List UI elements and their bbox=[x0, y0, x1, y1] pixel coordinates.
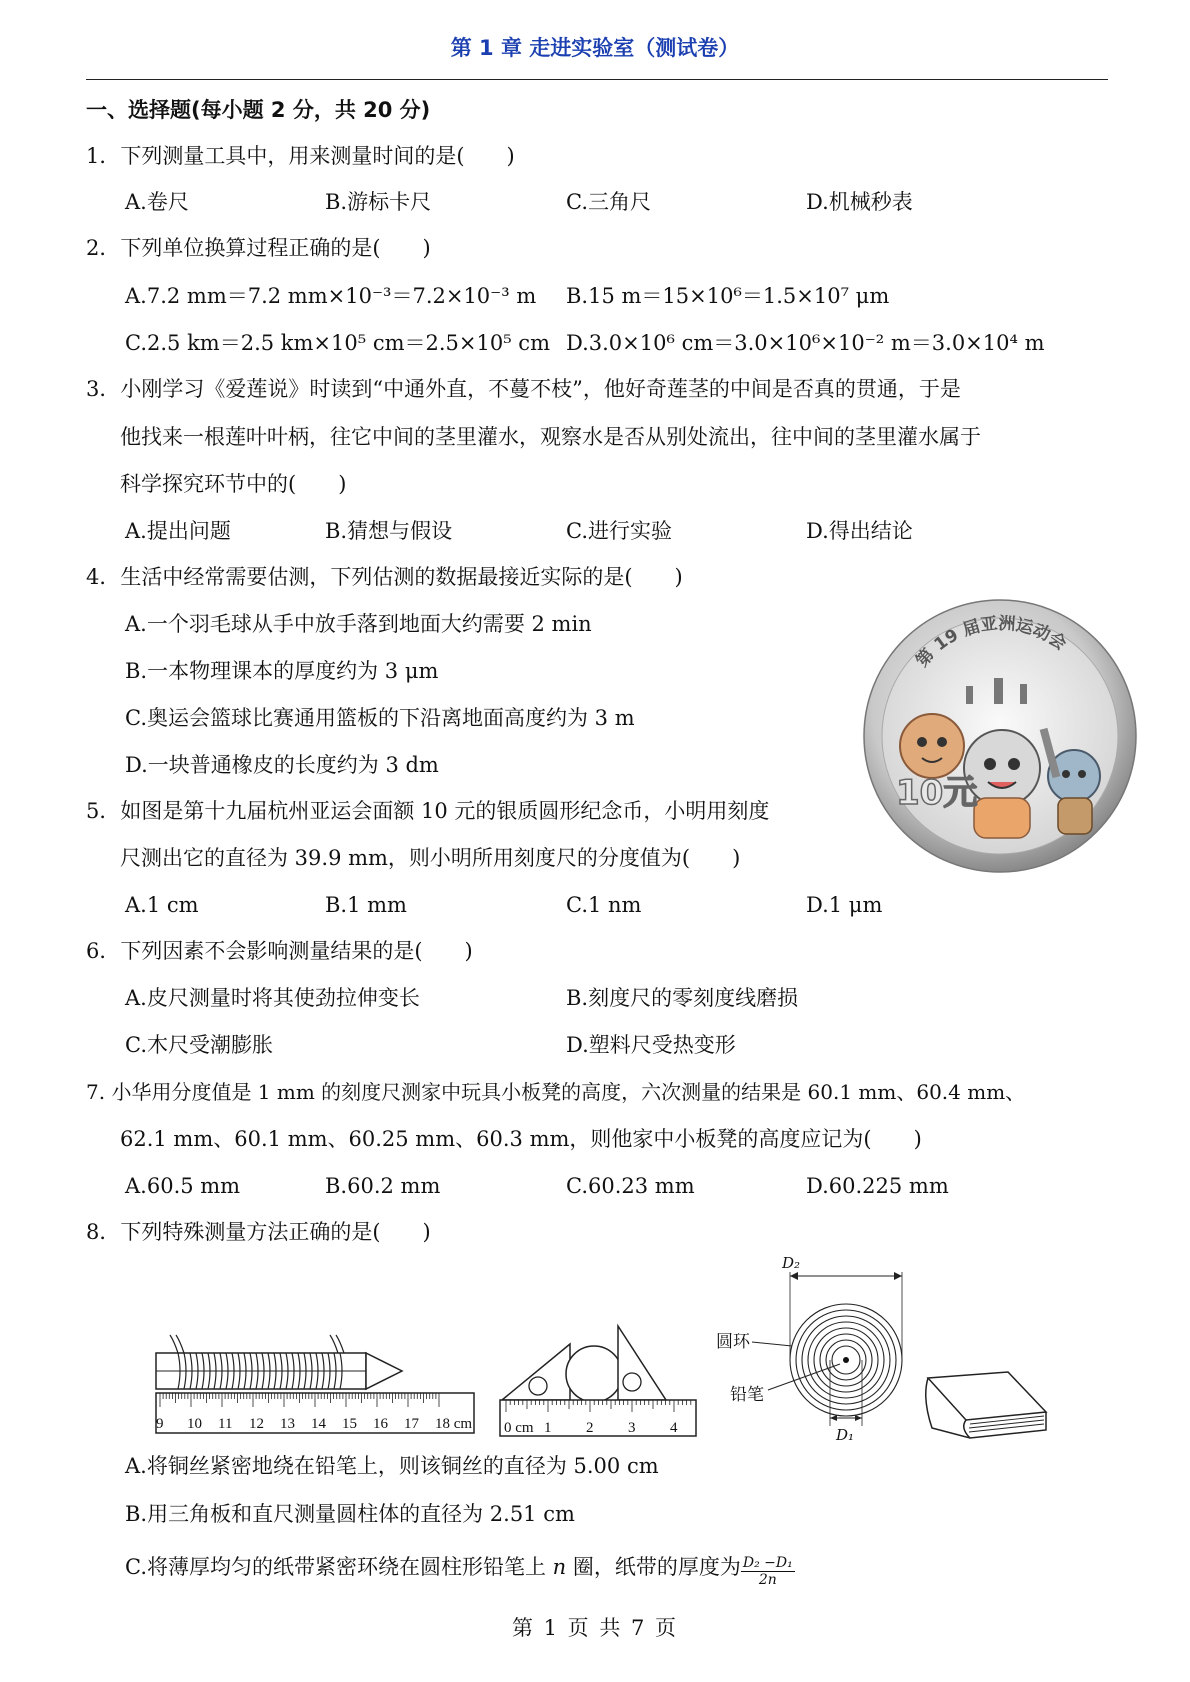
question-7-line-2: 62.1 mm、60.1 mm、60.25 mm、60.3 mm，则他家中小板凳的高度应记为( ) bbox=[120, 1127, 922, 1151]
pencil-label: 铅笔 bbox=[730, 1385, 764, 1405]
question-8-option-b: B.用三角板和直尺测量圆柱体的直径为 2.51 cm bbox=[125, 1502, 575, 1526]
question-4-option-c: C.奥运会篮球比赛通用篮板的下沿离地面高度约为 3 m bbox=[125, 706, 635, 730]
ruler-1-tick-label: 16 bbox=[373, 1416, 388, 1432]
question-1-option-a: A.卷尺 bbox=[125, 190, 189, 214]
figure-wire-on-pencil bbox=[150, 1335, 480, 1435]
ruler-2-tick-label: 2 bbox=[586, 1420, 594, 1436]
question-2-option-c: C.2.5 km＝2.5 km×10⁵ cm＝2.5×10⁵ cm bbox=[125, 331, 550, 355]
ruler-1-tick-label: 11 bbox=[218, 1416, 233, 1432]
question-8-option-c bbox=[125, 1553, 795, 1588]
question-5-option-c: C.1 nm bbox=[566, 893, 642, 917]
figure-book bbox=[924, 1368, 1050, 1442]
question-8-option-c-mid: 圈，纸带的厚度为 bbox=[566, 1555, 741, 1579]
question-6-option-b: B.刻度尺的零刻度线磨损 bbox=[566, 986, 799, 1010]
question-6-option-a: A.皮尺测量时将其使劲拉伸变长 bbox=[125, 986, 420, 1010]
question-3-option-d: D.得出结论 bbox=[806, 519, 913, 543]
ruler-1-tick-label: 15 bbox=[342, 1416, 357, 1432]
question-3-option-c: C.进行实验 bbox=[566, 519, 672, 543]
question-1-option-c: C.三角尺 bbox=[566, 190, 651, 214]
question-7-option-b: B.60.2 mm bbox=[325, 1174, 441, 1198]
question-6-stem: 6．下列因素不会影响测量结果的是( ) bbox=[86, 939, 473, 963]
question-6-option-c: C.木尺受潮膨胀 bbox=[125, 1033, 273, 1057]
question-8-option-c-prefix: C.将薄厚均匀的纸带紧密环绕在圆柱形铅笔上 bbox=[125, 1555, 553, 1579]
question-3-option-b: B.猜想与假设 bbox=[325, 519, 453, 543]
question-4-stem: 4．生活中经常需要估测，下列估测的数据最接近实际的是( ) bbox=[86, 565, 683, 589]
coin-face-value: 10元 bbox=[896, 773, 978, 813]
page-title: 第 1 章 走进实验室（测试卷） bbox=[450, 36, 740, 60]
question-2-stem: 2．下列单位换算过程正确的是( ) bbox=[86, 236, 431, 260]
header-divider bbox=[86, 79, 1108, 80]
figure-paper-rings bbox=[712, 1250, 912, 1450]
question-7-line-1: 7. 小华用分度值是 1 mm 的刻度尺测家中玩具小板凳的高度，六次测量的结果是 60.1 mm、60.4 mm、 bbox=[86, 1080, 1026, 1104]
question-2-option-b: B.15 m＝15×10⁶＝1.5×10⁷ μm bbox=[566, 284, 890, 308]
question-6-option-d: D.塑料尺受热变形 bbox=[566, 1033, 736, 1057]
ruler-1-tick-label: 14 bbox=[311, 1416, 326, 1432]
question-4-option-d: D.一块普通橡皮的长度约为 3 dm bbox=[125, 753, 439, 777]
question-3-option-a: A.提出问题 bbox=[125, 519, 231, 543]
d1-label: D₁ bbox=[836, 1426, 855, 1444]
question-3-line-3: 科学探究环节中的( ) bbox=[120, 472, 347, 496]
question-7-option-c: C.60.23 mm bbox=[566, 1174, 695, 1198]
question-1-stem: 1．下列测量工具中，用来测量时间的是( ) bbox=[86, 144, 515, 168]
question-5-option-d: D.1 μm bbox=[806, 893, 883, 917]
question-5-option-a: A.1 cm bbox=[125, 893, 199, 917]
question-8-option-a: A.将铜丝紧密地绕在铅笔上，则该铜丝的直径为 5.00 cm bbox=[125, 1454, 659, 1478]
question-4-option-b: B.一本物理课本的厚度约为 3 μm bbox=[125, 659, 439, 683]
fraction-denominator: 2n bbox=[758, 1572, 777, 1588]
question-8-stem: 8．下列特殊测量方法正确的是( ) bbox=[86, 1220, 431, 1244]
commemorative-coin-figure bbox=[862, 598, 1138, 874]
question-7-option-d: D.60.225 mm bbox=[806, 1174, 949, 1198]
question-2-option-d: D.3.0×10⁶ cm＝3.0×10⁶×10⁻² m＝3.0×10⁴ m bbox=[566, 331, 1045, 355]
question-3-line-2: 他找来一根莲叶叶柄，往它中间的茎里灌水，观察水是否从别处流出，往中间的茎里灌水属于 bbox=[120, 425, 981, 449]
d2-label: D₂ bbox=[782, 1254, 801, 1272]
question-1-option-b: B.游标卡尺 bbox=[325, 190, 432, 214]
question-2-option-a: A.7.2 mm＝7.2 mm×10⁻³＝7.2×10⁻³ m bbox=[125, 284, 537, 308]
coin-rim-text: 第 19 届亚洲运动会 bbox=[912, 613, 1070, 672]
question-5-line-2: 尺测出它的直径为 39.9 mm，则小明所用刻度尺的分度值为( ) bbox=[120, 846, 741, 870]
ruler-1-tick-label: 18 cm bbox=[435, 1416, 473, 1432]
question-1-option-d: D.机械秒表 bbox=[806, 190, 913, 214]
question-4-option-a: A.一个羽毛球从手中放手落到地面大约需要 2 min bbox=[125, 612, 592, 636]
thickness-fraction bbox=[741, 1555, 795, 1588]
ruler-1-tick-label: 13 bbox=[280, 1416, 295, 1432]
section-heading: 一、选择题(每小题 2 分，共 20 分) bbox=[86, 98, 431, 122]
fraction-numerator: D₂ −D₁ bbox=[742, 1555, 793, 1571]
question-5-line-1: 5．如图是第十九届杭州亚运会面额 10 元的银质圆形纪念币，小明用刻度 bbox=[86, 799, 770, 823]
figure-triangle-ruler-cylinder bbox=[498, 1322, 698, 1438]
ruler-2-tick-label: 0 cm bbox=[504, 1420, 534, 1436]
ruler-1-tick-label: 17 bbox=[404, 1416, 419, 1432]
ruler-1-tick-label: 10 bbox=[187, 1416, 202, 1432]
ruler-1-tick-label: 12 bbox=[249, 1416, 264, 1432]
question-5-option-b: B.1 mm bbox=[325, 893, 407, 917]
question-3-line-1: 3．小刚学习《爱莲说》时读到“中通外直，不蔓不枝”，他好奇莲茎的中间是否真的贯通，于是 bbox=[86, 377, 961, 401]
ruler-2-tick-label: 1 bbox=[544, 1420, 552, 1436]
ruler-2-tick-label: 3 bbox=[628, 1420, 636, 1436]
page-footer: 第 1 页 共 7 页 bbox=[511, 1616, 679, 1640]
ruler-1-tick-label: 9 bbox=[156, 1416, 164, 1432]
ruler-2-tick-label: 4 bbox=[670, 1420, 678, 1436]
ring-label: 圆环 bbox=[716, 1332, 750, 1352]
question-8-option-c-n: n bbox=[552, 1555, 567, 1579]
question-7-option-a: A.60.5 mm bbox=[125, 1174, 241, 1198]
